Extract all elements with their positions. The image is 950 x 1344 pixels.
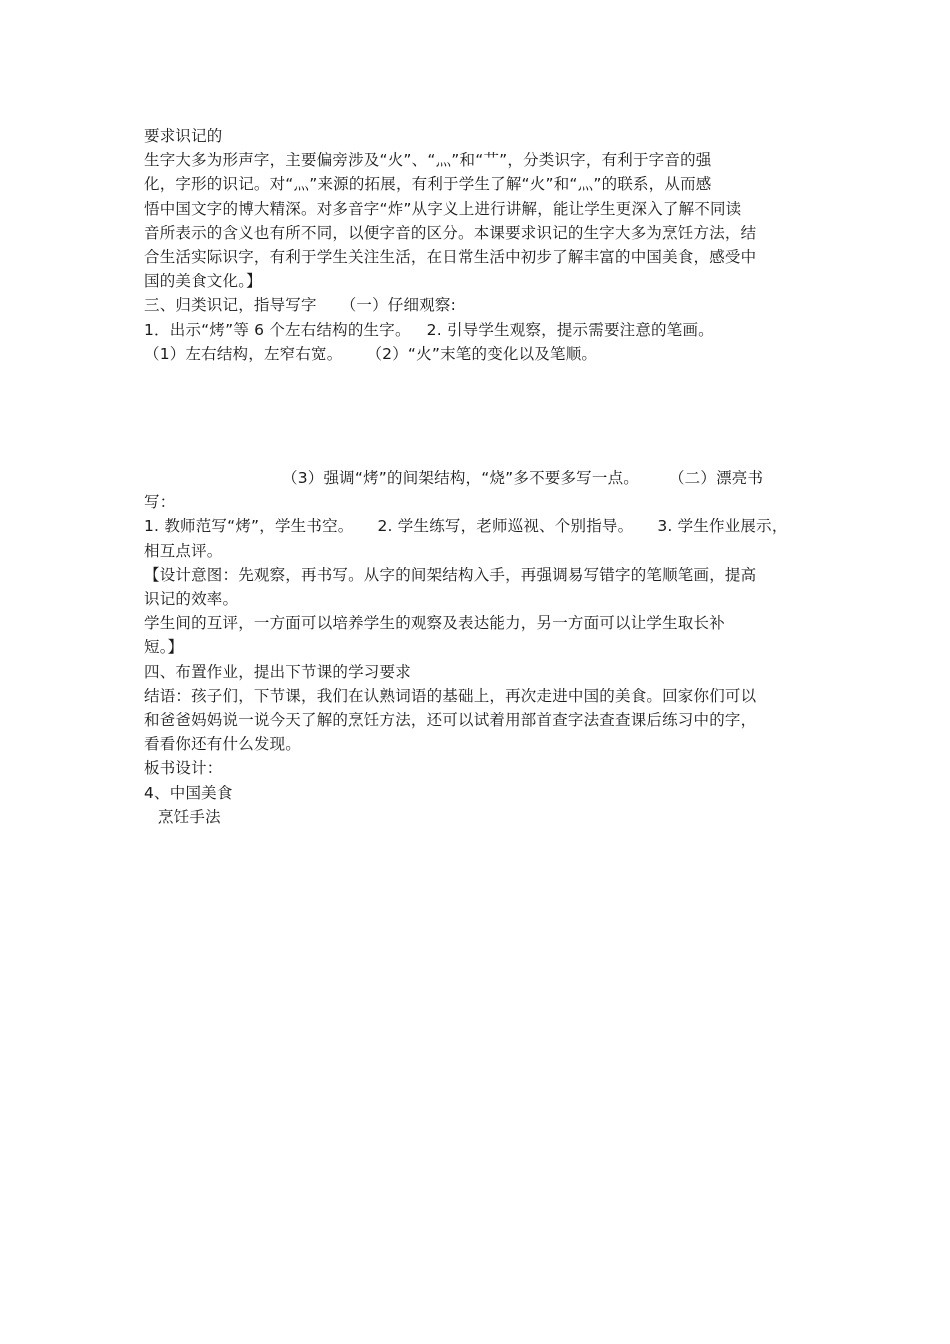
text-line: 写：: [144, 493, 176, 512]
section-title: 三、归类识记，指导写字: [144, 296, 317, 315]
step-1: 1. 教师范写“烤”，学生书空。: [144, 517, 354, 536]
step-2: 2. 学生练写，老师巡视、个别指导。: [377, 517, 634, 536]
text-line: 看看你还有什么发现。: [144, 735, 302, 754]
board-title: 4、中国美食: [144, 783, 233, 802]
text-line: 识记的效率。: [144, 590, 239, 609]
text-line: [144, 514, 820, 538]
step-2: 2. 引导学生观察，提示需要注意的笔画。: [426, 320, 714, 339]
point-1: （1）左右结构，左窄右宽。: [144, 344, 343, 363]
board-design-label: 板书设计：: [144, 759, 223, 778]
section-heading-3: [144, 293, 820, 317]
text-line: 音所表示的含义也有所不同，以便字音的区分。本课要求识记的生字大多为烹饪方法，结: [144, 223, 757, 242]
text-line: 国的美食文化。】: [144, 272, 262, 291]
text-line: 结语：孩子们，下节课，我们在认熟词语的基础上，再次走进中国的美食。回家你们可以: [144, 686, 757, 705]
text-line: [144, 342, 820, 366]
text-line: 学生间的互评，一方面可以培养学生的观察及表达能力，另一方面可以让学生取长补: [144, 614, 725, 633]
text-line: 【设计意图：先观察，再书写。从字的间架结构入手，再强调易写错字的笔顺笔画，提高: [144, 565, 757, 584]
blank-space: [144, 366, 820, 466]
text-line: 合生活实际识字，有利于学生关注生活，在日常生活中初步了解丰富的中国美食，感受中: [144, 248, 757, 267]
text-line: 和爸爸妈妈说一说今天了解的烹饪方法，还可以试着用部首查字法查查课后练习中的字，: [144, 711, 757, 730]
text-line: [144, 466, 820, 490]
point-2: （2）“火”末笔的变化以及笔顺。: [366, 344, 598, 363]
text-line: [144, 318, 820, 342]
text-line: 化，字形的识记。对“灬”来源的拓展，有利于学生了解“火”和“灬”的联系，从而感: [144, 175, 712, 194]
subsection-title: （一）仔细观察:: [340, 296, 457, 315]
step-1: 1．出示“烤”等 6 个左右结构的生字。: [144, 320, 411, 339]
step-3: 3. 学生作业展示，: [657, 517, 788, 536]
board-item: 烹饪手法: [158, 807, 221, 826]
document-body: [144, 124, 820, 829]
point-3: （3）强调“烤”的间架结构，“烧”多不要多写一点。: [282, 469, 639, 488]
subsection-title: （二）漂亮书: [668, 469, 764, 488]
text-line: 相互点评。: [144, 541, 223, 560]
text-line: 悟中国文字的博大精深。对多音字“炸”从字义上进行讲解，能让学生更深入了解不同读: [144, 199, 742, 218]
text-line: 生字大多为形声字，主要偏旁涉及“火”、“灬”和“艹”，分类识字，有利于字音的强: [144, 151, 712, 170]
section-heading-4: 四、布置作业，提出下节课的学习要求: [144, 662, 411, 681]
text-line: 短。】: [144, 638, 184, 657]
text-line: 要求识记的: [144, 127, 223, 145]
